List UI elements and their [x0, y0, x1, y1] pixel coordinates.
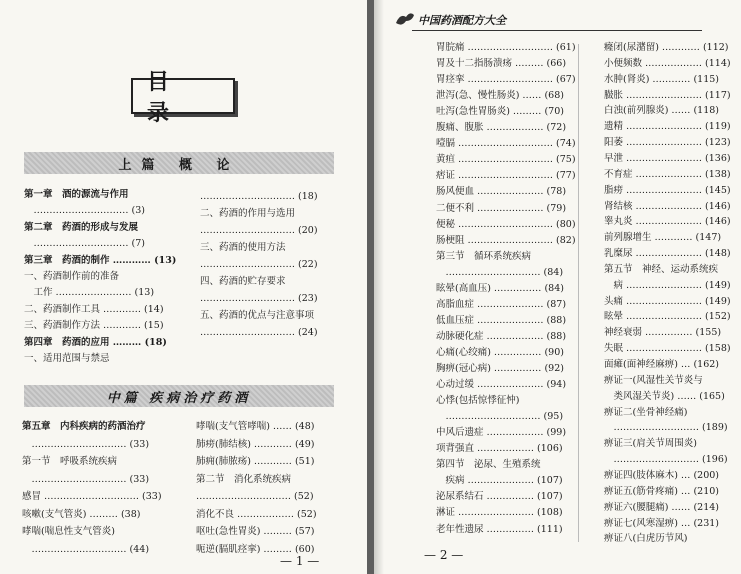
- toc-entry: 咳嗽(支气管炎) ……… (38): [22, 508, 141, 520]
- toc-entry: 一、药酒制作前的准备: [24, 271, 120, 282]
- toc-entry: ………………………… (33): [22, 473, 150, 485]
- toc-entry: 第三章 药酒的制作 ………… (13): [24, 254, 177, 266]
- toc-entry: 疾病 ………………… (107): [436, 475, 563, 487]
- book-logo-icon: [394, 9, 416, 29]
- toc-entry: 前列腺增生 ………… (147): [604, 232, 722, 244]
- toc-entry: 哮喘(喘息性支气管炎): [22, 526, 115, 537]
- toc-entry: 第一章 酒的源流与作用: [24, 189, 129, 200]
- toc-entry: ………………………… (7): [24, 238, 145, 250]
- toc-entry: 第四章 药酒的应用 ……… (18): [24, 336, 167, 348]
- toc-entry: 中风后遗症 ……………… (99): [436, 427, 567, 439]
- toc-entry: 肠梗阻 ……………………… (82): [436, 234, 576, 246]
- running-header: 中国药酒配方大全: [418, 14, 506, 27]
- toc-entry: 高脂血症 ………………… (87): [436, 298, 567, 310]
- spine-shadow: [374, 0, 384, 574]
- column-divider: [578, 44, 579, 542]
- toc-entry: 心悸(包括惊悸征忡): [436, 395, 520, 407]
- toc-entry: 哮喘(支气管哮喘) …… (48): [196, 421, 315, 432]
- toc-entry: 肾结核 ………………… (146): [604, 200, 731, 212]
- toc-entry: 肺痈(肺脓疡) ………… (51): [196, 456, 315, 467]
- toc-entry: 淋证 …………………… (108): [436, 507, 563, 519]
- toc-title-box: [131, 69, 235, 126]
- toc-entry: 消化不良 ……………… (52): [196, 508, 317, 520]
- part-banner-upper-text: 上篇 概 论: [118, 157, 240, 173]
- toc-entry: 痹证八(白虎历节风): [604, 533, 688, 545]
- toc-entry: 二便不利 ………………… (79): [436, 202, 567, 214]
- toc-entry: 噎膈 ………………………… (74): [436, 138, 576, 150]
- toc-entry: 泄泻(急、慢性肠炎) …… (68): [436, 90, 564, 102]
- toc-entry: 第五节 神经、运动系统疾: [604, 263, 719, 275]
- toc-entry: 胃及十二指肠溃疡 ……… (66): [436, 58, 567, 70]
- toc-entry: 面瘫(面神经麻痹) … (162): [604, 359, 719, 370]
- toc-entry: 痹证二(坐骨神经痛): [604, 406, 688, 418]
- toc-entry: ………………………… (22): [200, 259, 318, 270]
- toc-entry: 腹痛、腹胀 ……………… (72): [436, 122, 567, 134]
- toc-entry: 动脉硬化症 ……………… (88): [436, 330, 567, 342]
- toc-entry: 眩晕 …………………… (152): [604, 311, 731, 323]
- toc-entry: 类风湿关节炎) …… (165): [604, 390, 725, 402]
- toc-entry: ………………………… (52): [196, 491, 314, 502]
- toc-entry: 老年性遗尿 …………… (111): [436, 523, 563, 535]
- right-page: [374, 0, 741, 574]
- toc-entry: ……………………… (189): [604, 422, 728, 434]
- toc-entry: 低血压症 ………………… (88): [436, 314, 567, 326]
- toc-entry: 四、药酒的贮存要求: [200, 276, 286, 287]
- toc-entry: 睾丸炎 ………………… (146): [604, 216, 731, 228]
- toc-entry: 小便频数 ……………… (114): [604, 57, 731, 69]
- toc-entry: 胸痹(冠心病) …………… (92): [436, 363, 564, 374]
- toc-entry: 吐泻(急性胃肠炎) ……… (70): [436, 106, 564, 118]
- toc-entry: ………………………… (20): [200, 225, 318, 236]
- toc-entry: ………………………… (18): [200, 191, 318, 202]
- toc-entry: 肠风便血 ………………… (78): [436, 186, 567, 198]
- toc-entry: ………………………… (3): [24, 205, 145, 217]
- toc-entry: 眩晕(高血压) …………… (84): [436, 282, 564, 294]
- toc-entry: 痹证四(肢体麻木) … (200): [604, 469, 719, 481]
- part-banner-middle-text: 中篇 疾病治疗药酒: [106, 390, 252, 406]
- toc-entry: 第二章 药酒的形成与发展: [24, 221, 139, 233]
- toc-entry: 第五章 内科疾病的药酒治疗: [22, 421, 146, 432]
- toc-entry: 遗精 …………………… (119): [604, 121, 731, 133]
- toc-entry: 胃脘痛 ……………………… (61): [436, 42, 576, 53]
- toc-entry: 黄疸 ………………………… (75): [436, 154, 576, 166]
- toc-entry: 神经衰弱 …………… (155): [604, 327, 722, 339]
- toc-entry: 便秘 ………………………… (80): [436, 218, 576, 230]
- toc-entry: 三、药酒的使用方法: [200, 242, 286, 253]
- toc-entry: 臌胀 …………………… (117): [604, 89, 731, 101]
- toc-entry: 泌尿系结石 …………… (107): [436, 491, 563, 503]
- toc-entry: ………………………… (95): [436, 411, 564, 423]
- toc-entry: 第二节 消化系统疾病: [196, 473, 292, 485]
- part-banner-upper: [24, 152, 334, 174]
- toc-entry: 二、药酒制作工具 ………… (14): [24, 303, 164, 315]
- toc-entry: 项背强直 ……………… (106): [436, 443, 563, 455]
- toc-entry: 第四节 泌尿、生殖系统: [436, 459, 541, 471]
- toc-entry: 不育症 ………………… (138): [604, 168, 731, 180]
- toc-entry: ………………………… (23): [200, 293, 318, 304]
- toc-entry: 呕吐(急性胃炎) ……… (57): [196, 526, 315, 537]
- toc-entry: 脂痨 …………………… (145): [604, 184, 731, 196]
- toc-entry: 五、药酒的优点与注意事项: [200, 310, 315, 321]
- toc-entry: ………………………… (84): [436, 266, 564, 278]
- toc-entry: ………………………… (44): [22, 543, 150, 555]
- toc-entry: 白浊(前列腺炎) …… (118): [604, 105, 719, 117]
- toc-entry: 第一节 呼吸系统疾病: [22, 456, 118, 467]
- toc-entry: 头痛 …………………… (149): [604, 295, 731, 307]
- toc-entry: 心动过缓 ………………… (94): [436, 379, 567, 391]
- toc-entry: 失眠 …………………… (158): [604, 343, 731, 355]
- toc-entry: 呃逆(膈肌痉挛) ……… (60): [196, 543, 315, 555]
- toc-entry: 工作 …………………… (13): [24, 287, 155, 299]
- toc-entry: 感冒 ………………………… (33): [22, 491, 162, 502]
- toc-entry: 三、药酒制作方法 ………… (15): [24, 320, 164, 332]
- toc-entry: 痹证三(肩关节周围炎): [604, 438, 697, 450]
- toc-entry: 肺痨(肺结核) ………… (49): [196, 438, 315, 450]
- toc-entry: ………………………… (33): [22, 438, 150, 450]
- toc-entry: 痹证一(风湿性关节炎与: [604, 374, 703, 386]
- toc-entry: 痹证七(风寒湿痹) … (231): [604, 517, 719, 529]
- toc-entry: 痞证 ………………………… (77): [436, 170, 576, 182]
- toc-entry: 一、适用范围与禁忌: [24, 353, 110, 364]
- page-number-right: — 2 —: [424, 548, 464, 562]
- toc-entry: 阳萎 …………………… (123): [604, 137, 731, 149]
- toc-entry: 癃闭(尿潴留) ………… (112): [604, 42, 729, 53]
- part-banner-middle: [24, 385, 334, 407]
- toc-entry: 胃痉挛 ……………………… (67): [436, 74, 576, 86]
- header-rule: [412, 30, 702, 31]
- toc-entry: 水肿(肾炎) ………… (115): [604, 73, 719, 85]
- toc-entry: ……………………… (196): [604, 454, 728, 466]
- toc-entry: ………………………… (24): [200, 327, 318, 338]
- toc-title: 目 录: [147, 69, 184, 126]
- toc-entry: 二、药酒的作用与选用: [200, 208, 296, 219]
- toc-entry: 痹证六(腰腿痛) …… (214): [604, 501, 719, 513]
- toc-entry: 心痛(心绞痛) …………… (90): [436, 346, 564, 358]
- toc-entry: 病 …………………… (149): [604, 279, 731, 291]
- left-page: [0, 0, 367, 574]
- toc-entry: 痹证五(筋骨疼痛) … (210): [604, 485, 719, 497]
- toc-entry: 第三节 循环系统疾病: [436, 250, 532, 262]
- page-number-left: — 1 —: [280, 554, 320, 568]
- toc-entry: 乳糜尿 ………………… (148): [604, 248, 731, 260]
- toc-entry: 早泄 …………………… (136): [604, 152, 731, 164]
